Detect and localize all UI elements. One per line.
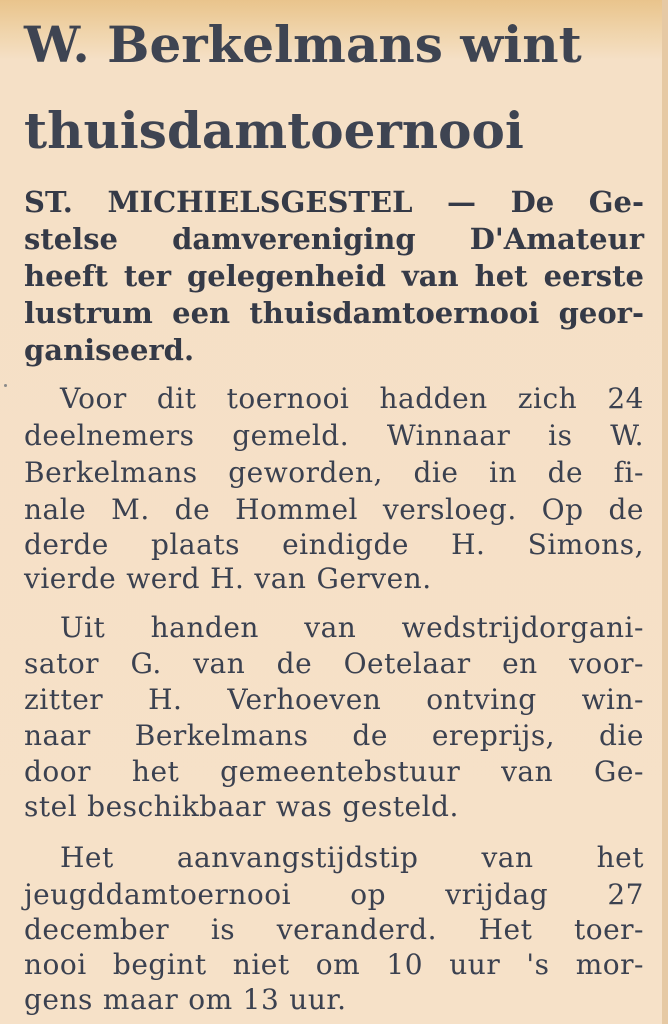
word: nale bbox=[24, 493, 87, 526]
word: 24 bbox=[607, 382, 644, 415]
body-line bbox=[24, 561, 644, 596]
word: Verhoeven bbox=[227, 683, 382, 716]
word: dit bbox=[156, 382, 197, 415]
word: 's bbox=[526, 948, 550, 981]
word: toer- bbox=[573, 913, 644, 946]
word: de bbox=[608, 493, 644, 526]
word: fi- bbox=[613, 456, 644, 489]
word: stelse bbox=[24, 222, 118, 256]
word: heeft bbox=[24, 259, 108, 293]
word: ter bbox=[123, 259, 171, 293]
word: versloeg. bbox=[382, 493, 517, 526]
word: naar bbox=[24, 719, 91, 752]
word: zitter bbox=[24, 683, 104, 716]
word: beschikbaar bbox=[87, 790, 266, 823]
body-line bbox=[24, 527, 644, 562]
word: vierde bbox=[24, 562, 117, 595]
word: jeugddamtoernooi bbox=[24, 878, 292, 911]
word: ST. bbox=[24, 185, 73, 219]
word: maar bbox=[102, 983, 179, 1016]
word: Oetelaar bbox=[343, 647, 471, 680]
body-line bbox=[24, 982, 644, 1017]
word: gemeentebstuur bbox=[220, 755, 461, 788]
word: en bbox=[502, 647, 538, 680]
word: Berkelmans bbox=[24, 456, 198, 489]
word: begint bbox=[112, 948, 207, 981]
word: Ge- bbox=[594, 755, 644, 788]
body-line bbox=[24, 455, 644, 490]
word: om bbox=[188, 983, 233, 1016]
word: M. bbox=[111, 493, 150, 526]
headline-line-2: thuisdamtoernooi bbox=[24, 101, 524, 160]
word: veranderd. bbox=[276, 913, 437, 946]
word: op bbox=[350, 878, 387, 911]
word: de bbox=[352, 719, 388, 752]
word: aanvangstijdstip bbox=[176, 841, 419, 874]
body-line bbox=[24, 492, 644, 527]
word: lustrum bbox=[24, 296, 153, 330]
word: Winnaar bbox=[386, 419, 511, 452]
word: Berkelmans bbox=[134, 719, 309, 752]
word: Ge- bbox=[588, 185, 644, 219]
print-speck bbox=[4, 384, 7, 387]
lead-line bbox=[24, 258, 644, 294]
word: wedstrijdorgani- bbox=[401, 611, 644, 644]
word: H. bbox=[451, 528, 486, 561]
word: toernooi bbox=[226, 382, 350, 415]
word: gesteld. bbox=[342, 790, 459, 823]
body-line bbox=[24, 718, 644, 753]
word: 10 bbox=[386, 948, 424, 981]
word: de bbox=[276, 647, 313, 680]
lead-line bbox=[24, 184, 644, 220]
word: is bbox=[548, 419, 573, 452]
word: handen bbox=[150, 611, 259, 644]
word: 13 bbox=[242, 983, 280, 1016]
word: nooi bbox=[24, 948, 87, 981]
word: een bbox=[172, 296, 231, 330]
body-line bbox=[24, 877, 644, 912]
word: geor- bbox=[558, 296, 644, 330]
word: van bbox=[254, 562, 307, 595]
word: gens bbox=[24, 983, 93, 1016]
word: van bbox=[193, 647, 246, 680]
word: hadden bbox=[379, 382, 488, 415]
body-line bbox=[24, 947, 644, 982]
word: uur bbox=[449, 948, 501, 981]
word: ontving bbox=[426, 683, 537, 716]
body-line bbox=[60, 610, 644, 645]
word: uur. bbox=[289, 983, 347, 1016]
word: de bbox=[547, 456, 584, 489]
word: — bbox=[447, 185, 477, 219]
body-line bbox=[24, 418, 644, 453]
body-line bbox=[60, 381, 644, 416]
word: Op bbox=[541, 493, 584, 526]
clipping-edge bbox=[662, 0, 668, 1024]
word: W. bbox=[610, 419, 644, 452]
word: ereprijs, bbox=[431, 719, 556, 752]
word: damvereniging bbox=[172, 222, 416, 256]
word: niet bbox=[232, 948, 290, 981]
word: het bbox=[131, 755, 180, 788]
word: eerste bbox=[543, 259, 644, 293]
word: die bbox=[413, 456, 459, 489]
word: Het bbox=[478, 913, 533, 946]
word: voor- bbox=[569, 647, 644, 680]
word: van bbox=[501, 755, 554, 788]
word: gelegenheid bbox=[187, 259, 386, 293]
word: van bbox=[304, 611, 357, 644]
word: Simons, bbox=[527, 528, 644, 561]
lead-line bbox=[24, 332, 644, 368]
lead-line bbox=[24, 295, 644, 331]
word: win- bbox=[581, 683, 644, 716]
word: H. bbox=[210, 562, 245, 595]
word: het bbox=[596, 841, 644, 874]
word: de bbox=[174, 493, 211, 526]
word: Voor bbox=[60, 382, 127, 415]
word: G. bbox=[130, 647, 162, 680]
body-line bbox=[24, 912, 644, 947]
word: geworden, bbox=[228, 456, 383, 489]
headline-line-1: W. Berkelmans wint bbox=[24, 15, 582, 74]
word: Hommel bbox=[235, 493, 358, 526]
word: 27 bbox=[607, 878, 644, 911]
body-line bbox=[24, 682, 644, 717]
word: MICHIELSGESTEL bbox=[107, 185, 413, 219]
word: deelnemers bbox=[24, 419, 195, 452]
lead-line bbox=[24, 221, 644, 257]
word: stel bbox=[24, 790, 78, 823]
word: van bbox=[481, 841, 534, 874]
word: derde bbox=[24, 528, 109, 561]
word: Het bbox=[60, 841, 114, 874]
word: om bbox=[315, 948, 361, 981]
body-line bbox=[24, 789, 644, 824]
word: thuisdamtoernooi bbox=[249, 296, 540, 330]
word: werd bbox=[126, 562, 201, 595]
word: december bbox=[24, 913, 170, 946]
body-line bbox=[60, 840, 644, 875]
word: Gerven. bbox=[316, 562, 432, 595]
word: sator bbox=[24, 647, 100, 680]
word: het bbox=[474, 259, 528, 293]
word: D'Amateur bbox=[469, 222, 644, 256]
word: die bbox=[599, 719, 644, 752]
body-line bbox=[24, 754, 644, 789]
word: H. bbox=[148, 683, 183, 716]
word: is bbox=[210, 913, 236, 946]
word: zich bbox=[517, 382, 578, 415]
word: ganiseerd. bbox=[24, 333, 195, 367]
word: door bbox=[24, 755, 92, 788]
word: van bbox=[401, 259, 459, 293]
word: Uit bbox=[60, 611, 106, 644]
word: gemeld. bbox=[232, 419, 350, 452]
word: was bbox=[275, 790, 333, 823]
body-line bbox=[24, 646, 644, 681]
word: plaats bbox=[151, 528, 240, 561]
word: eindigde bbox=[282, 528, 409, 561]
word: De bbox=[510, 185, 555, 219]
word: vrijdag bbox=[445, 878, 549, 911]
word: mor- bbox=[575, 948, 644, 981]
word: in bbox=[489, 456, 517, 489]
